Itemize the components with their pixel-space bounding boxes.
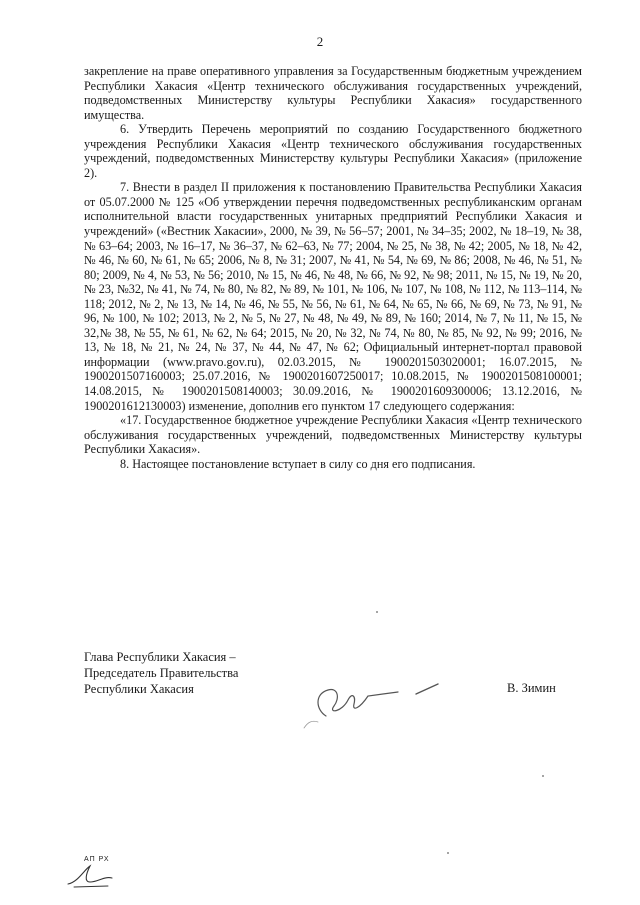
scan-speck — [376, 611, 378, 613]
paragraph-item-17-quote: «17. Государственное бюджетное учреждение Республики Хакасия «Центр технического обслуживания государственных учреждений, подведомственных Министерству культуры Республики Хакасия». — [84, 413, 582, 457]
page-number: 2 — [316, 34, 324, 49]
paragraph-item-8: 8. Настоящее постановление вступает в силу со дня его подписания. — [120, 456, 476, 471]
position-line: Председатель Правительства — [84, 666, 239, 680]
position-line: Республики Хакасия — [84, 682, 194, 696]
registration-stamp: АП РХ — [84, 856, 110, 863]
paragraph-continuation: закрепление на праве оперативного управления за Государственным бюджетным учреждением Республики Хакасия «Центр технического обслуживания государственных учреждений, подведомственных Министерству культуры Республики Хакасия» государственного имущества. — [84, 64, 582, 122]
signature-position — [84, 649, 238, 697]
paragraph-item-6: 6. Утвердить Перечень мероприятий по созданию Государственного бюджетного учреждения Республики Хакасия «Центр технического обслуживания государственных учреждений, подведомственных Министерству культуры Республики Хакасия» (приложение 2). — [84, 122, 582, 180]
initials-signature — [64, 862, 124, 890]
paragraph-item-7: 7. Внести в раздел II приложения к постановлению Правительства Республики Хакасия от 05.07.2000 № 125 «Об утверждении перечня подведомственных республиканским органам исполнительной власти государственных унитарных предприятий Республики Хакасия и учреждений» («Вестник Хакасии», 2000, № 39, № 56–57; 2001, № 34–35; 2002, № 18–19, № 38, № 63–64; 2003, № 16–17, № 36–37, № 62–63, № 77; 2004, № 25, № 38, № 42; 2005, № 18, № 42, № 46, № 60, № 61, № 65; 2006, № 8, № 31; 2007, № 41, № 54, № 69, № 86; 2008, № 46, № 51, № 80; 2009, № 4, № 53, № 56; 2010, № 15, № 46, № 48, № 66, № 92, № 98; 2011, № 15, № 19, № 20, № 23, №32, № 41, № 74, № 80, № 82, № 89, № 101, № 106, № 107, № 108, № 112, № 113–114, № 118; 2012, № 2, № 13, № 14, № 46, № 55, № 56, № 61, № 64, № 65, № 66, № 69, № 73, № 91, № 96, № 100, № 102; 2013, № 2, № 5, № 27, № 48, № 49, № 89, № 160; 2014, № 7, № 11, № 15, № 32,№ 38, № 55, № 61, № 62, № 64; 2015, № 20, № 32, № 74, № 80, № 85, № 92, № 99; 2016, № 13, № 18, № 21, № 24, № 37, № 44, № 47, № 62; Официальный интернет-портал правовой информации (www.pravo.gov.ru), 02.03.2015, № 1900201503020001; 16.07.2015, № 1900201507160003; 25.07.2016, № 1900201607250017; 10.08.2015, № 1900201508100001; 14.08.2015, № 1900201508140003; 30.09.2016, № 1900201609300006; 13.12.2016, № 1900201612130003) изменение, дополнив его пунктом 17 следующего содержания: — [84, 180, 582, 413]
position-line: Глава Республики Хакасия – — [84, 650, 236, 664]
scan-speck — [542, 775, 544, 777]
document-body — [84, 64, 582, 471]
handwritten-signature — [298, 672, 448, 732]
scan-speck — [447, 852, 449, 854]
signer-name: В. Зимин — [507, 681, 556, 695]
